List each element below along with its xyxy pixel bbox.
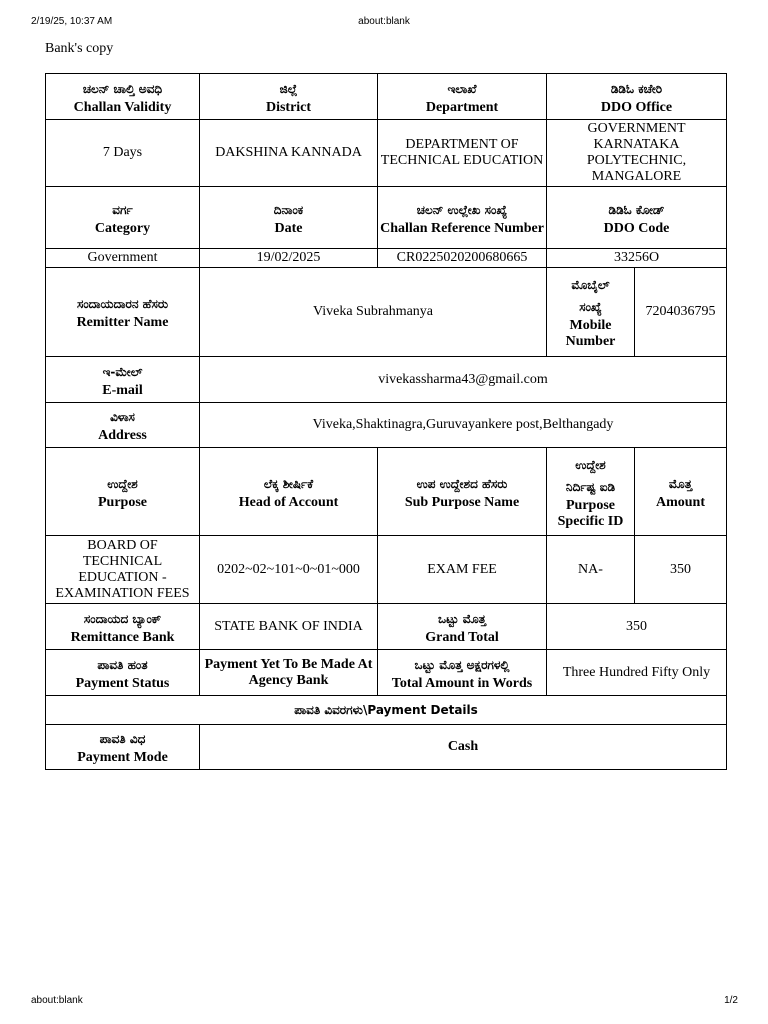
date-kn: ದಿನಾಂಕ (273, 202, 304, 217)
address-label: Address (98, 428, 147, 443)
date-header (200, 187, 378, 249)
remitter-name-value: Viveka Subrahmanya (200, 268, 547, 357)
remitter-row (46, 268, 727, 357)
payment-details-title (46, 696, 727, 725)
ddo-office-label: DDO Office (600, 99, 673, 115)
payment-mode-row (46, 725, 727, 770)
total-words-header (378, 650, 547, 696)
payment-mode-label: Payment Mode (77, 750, 168, 765)
print-header-url: about:blank (358, 16, 410, 27)
remitter-name-header (46, 268, 200, 357)
head-of-account-value: 0202~02~101~0~01~000 (200, 536, 378, 604)
purpose-id-kn-2: ನಿರ್ದಿಷ್ಟ ಐಡಿ (565, 479, 616, 494)
remitter-name-label: Remitter Name (76, 315, 169, 330)
district-header (200, 74, 378, 120)
district-label: District (265, 99, 312, 115)
sub-purpose-kn: ಉಪ ಉದ್ದೇಶದ ಹೆಸರು (416, 476, 508, 491)
amount-kn: ಮೊತ್ತ (668, 476, 693, 491)
payment-status-row (46, 650, 727, 696)
purpose-header (46, 448, 200, 536)
value-row-1 (46, 120, 727, 187)
email-label: E-mail (102, 382, 143, 398)
challan-ref-header (378, 187, 547, 249)
district-kn: ಜಿಲ್ಲೆ (279, 81, 298, 96)
email-row (46, 357, 727, 403)
challan-table (45, 73, 727, 770)
mobile-header (547, 268, 635, 357)
category-kn: ವರ್ಗ (112, 202, 133, 217)
head-of-account-header (200, 448, 378, 536)
challan-validity-kn: ಚಲನ್ ಚಾಲ್ತಿ ಅವಧಿ (82, 81, 163, 96)
amount-value: 350 (635, 536, 727, 604)
sub-purpose-label: Sub Purpose Name (404, 494, 520, 510)
grand-total-label: Grand Total (425, 629, 499, 645)
payment-status-value: Payment Yet To Be Made At Agency Bank (200, 650, 378, 696)
ddo-code-header (547, 187, 727, 249)
bank-row (46, 604, 727, 650)
ddo-code-value: 33256O (547, 249, 727, 268)
challan-validity-label: Challan Validity (73, 99, 172, 115)
total-words-kn: ಒಟ್ಟು ಮೊತ್ತ ಅಕ್ಷರಗಳಲ್ಲಿ (414, 657, 510, 672)
payment-mode-value: Cash (200, 725, 727, 770)
date-value: 19/02/2025 (200, 249, 378, 268)
purpose-label: Purpose (98, 494, 147, 510)
purpose-kn: ಉದ್ದೇಶ (107, 476, 138, 491)
purpose-value-row (46, 536, 727, 604)
ddo-office-header (547, 74, 727, 120)
payment-status-kn: ಪಾವತಿ ಹಂತ (97, 657, 148, 672)
purpose-id-header (547, 448, 635, 536)
sub-purpose-header (378, 448, 547, 536)
mobile-kn-2: ಸಂಖ್ಯೆ (579, 300, 602, 314)
ddo-code-label: DDO Code (603, 220, 670, 236)
header-row-2 (46, 187, 727, 249)
remitter-name-kn: ಸಂದಾಯದಾರನ ಹೆಸರು (76, 297, 169, 311)
payment-mode-header (46, 725, 200, 770)
date-label: Date (274, 220, 303, 236)
email-value: vivekassharma43@gmail.com (200, 357, 727, 403)
grand-total-kn: ಒಟ್ಟು ಮೊತ್ತ (438, 611, 486, 626)
purpose-header-row (46, 448, 727, 536)
page-number: 1/2 (724, 995, 738, 1006)
print-footer-url: about:blank (31, 995, 83, 1006)
mobile-label: Mobile Number (565, 318, 616, 349)
ddo-office-value: GOVERNMENT KARNATAKA POLYTECHNIC, MANGALORE (547, 120, 727, 187)
category-value: Government (46, 249, 200, 268)
purpose-value: BOARD OF TECHNICAL EDUCATION - EXAMINATION FEES (46, 536, 200, 604)
department-kn: ಇಲಾಖೆ (447, 81, 477, 96)
total-words-label: Total Amount in Words (391, 675, 533, 691)
purpose-id-value: NA- (547, 536, 635, 604)
value-row-2 (46, 249, 727, 268)
payment-mode-kn: ಪಾವತಿ ವಿಧ (99, 732, 146, 746)
department-value: DEPARTMENT OF TECHNICAL EDUCATION (378, 120, 547, 187)
grand-total-value: 350 (547, 604, 727, 650)
challan-validity-header (46, 74, 200, 120)
remittance-bank-header (46, 604, 200, 650)
print-timestamp: 2/19/25, 10:37 AM (31, 16, 113, 27)
ddo-office-kn: ಡಿಡಿಓ ಕಚೇರಿ (610, 81, 663, 96)
address-value: Viveka,Shaktinagra,Guruvayankere post,Belthangady (200, 403, 727, 448)
department-label: Department (425, 99, 499, 115)
remittance-bank-kn: ಸಂದಾಯದ ಬ್ಯಾಂಕ್ (83, 611, 162, 626)
mobile-value: 7204036795 (635, 268, 727, 357)
payment-status-label: Payment Status (75, 675, 170, 691)
header-row-1 (46, 74, 727, 120)
purpose-id-label: Purpose Specific ID (557, 497, 624, 529)
sub-purpose-value: EXAM FEE (378, 536, 547, 604)
challan-validity-value: 7 Days (46, 120, 200, 187)
category-label: Category (94, 220, 151, 236)
address-row (46, 403, 727, 448)
address-kn: ವಿಳಾಸ (110, 410, 135, 424)
address-header (46, 403, 200, 448)
email-header (46, 357, 200, 403)
remittance-bank-value: STATE BANK OF INDIA (200, 604, 378, 650)
head-of-account-kn: ಲೆಕ್ಕ ಶೀರ್ಷಿಕೆ (263, 476, 314, 491)
department-header (378, 74, 547, 120)
email-kn: ಇ-ಮೇಲ್ (102, 364, 143, 379)
district-value: DAKSHINA KANNADA (200, 120, 378, 187)
challan-ref-label: Challan Reference Number (380, 220, 544, 236)
ddo-code-kn: ಡಿಡಿಓ ಕೋಡ್ (608, 202, 665, 217)
remittance-bank-label: Remittance Bank (70, 629, 175, 645)
amount-label: Amount (655, 494, 705, 510)
challan-ref-value: CR0225020200680665 (378, 249, 547, 268)
copy-label: Bank's copy (45, 41, 114, 56)
challan-ref-kn: ಚಲನ್ ಉಲ್ಲೇಖ ಸಂಖ್ಯೆ (416, 202, 508, 217)
purpose-id-kn-1: ಉದ್ದೇಶ (575, 457, 606, 472)
payment-details-row (46, 696, 727, 725)
head-of-account-label: Head of Account (238, 494, 339, 510)
amount-header (635, 448, 727, 536)
payment-details-label: ಪಾವತಿ ವಿವರಗಳು\Payment Details (294, 703, 478, 717)
total-words-value: Three Hundred Fifty Only (547, 650, 727, 696)
grand-total-header (378, 604, 547, 650)
mobile-kn-1: ಮೊಬೈಲ್ (571, 278, 610, 292)
category-header (46, 187, 200, 249)
payment-status-header (46, 650, 200, 696)
